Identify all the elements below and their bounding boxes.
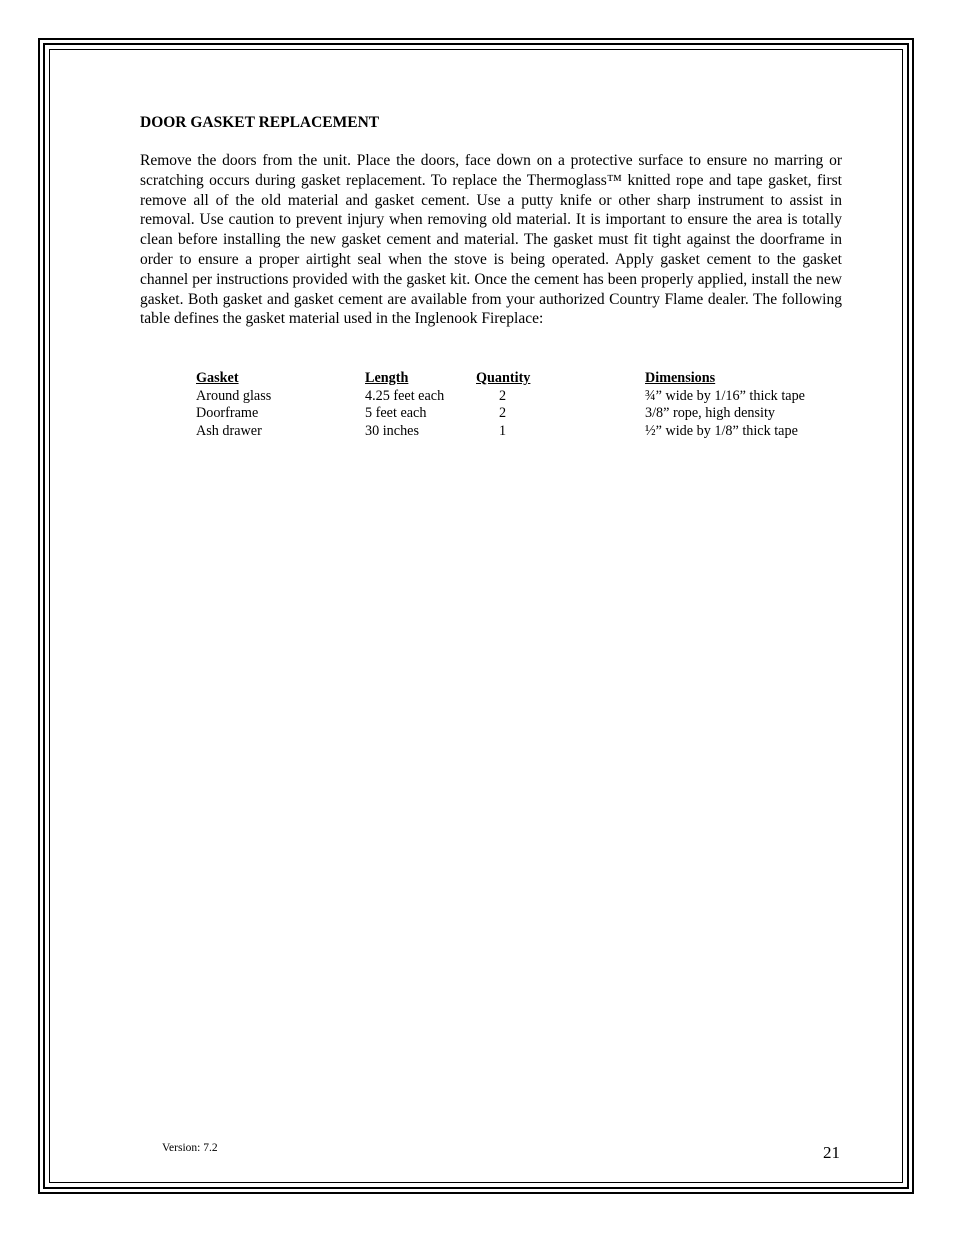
header-gasket: Gasket (196, 370, 239, 386)
body-paragraph: Remove the doors from the unit. Place the doors, face down on a protective surface to ensure no marring or scratching occurs during gasket replacement. To replace the Thermoglass™ knitted rope and tape gasket, first remove all of the old material and gasket cement. Use a putty knife or other sharp instrument to assist in removal. Use caution to prevent injury when removing old material. It is important to ensure the area is totally clean before installing the new gasket cement and material. The gasket must fit tight against the doorframe in order to ensure a proper airtight seal when the stove is being operated. Apply gasket cement to the gasket channel per instructions provided with the gasket kit. Once the cement has been properly applied, install the new gasket. Both gasket and gasket cement are available from your authorized Country Flame dealer. The following table defines the gasket material used in the Inglenook Fireplace: (140, 152, 842, 328)
cell-dimensions: ¾” wide by 1/16” thick tape (645, 387, 805, 404)
header-dimensions: Dimensions (645, 370, 716, 386)
cell-quantity: 2 (499, 405, 507, 422)
header-length: Length (365, 370, 409, 386)
section-heading: DOOR GASKET REPLACEMENT (140, 114, 380, 131)
cell-quantity: 2 (499, 387, 507, 404)
cell-length: 30 inches (365, 423, 419, 440)
page-number: 21 (823, 1143, 840, 1162)
table-row (196, 423, 856, 441)
cell-quantity: 1 (499, 423, 507, 440)
table-row (196, 388, 856, 406)
table-row (196, 405, 856, 423)
gasket-table (196, 370, 856, 441)
cell-length: 4.25 feet each (365, 387, 445, 404)
cell-dimensions: 3/8” rope, high density (645, 405, 776, 422)
header-quantity: Quantity (476, 370, 531, 386)
table-header-row (196, 370, 856, 388)
cell-dimensions: ½” wide by 1/8” thick tape (645, 423, 798, 440)
cell-length: 5 feet each (365, 405, 427, 422)
cell-gasket: Around glass (196, 387, 272, 404)
cell-gasket: Ash drawer (196, 423, 262, 440)
version-label: Version: 7.2 (162, 1142, 218, 1154)
cell-gasket: Doorframe (196, 405, 259, 422)
